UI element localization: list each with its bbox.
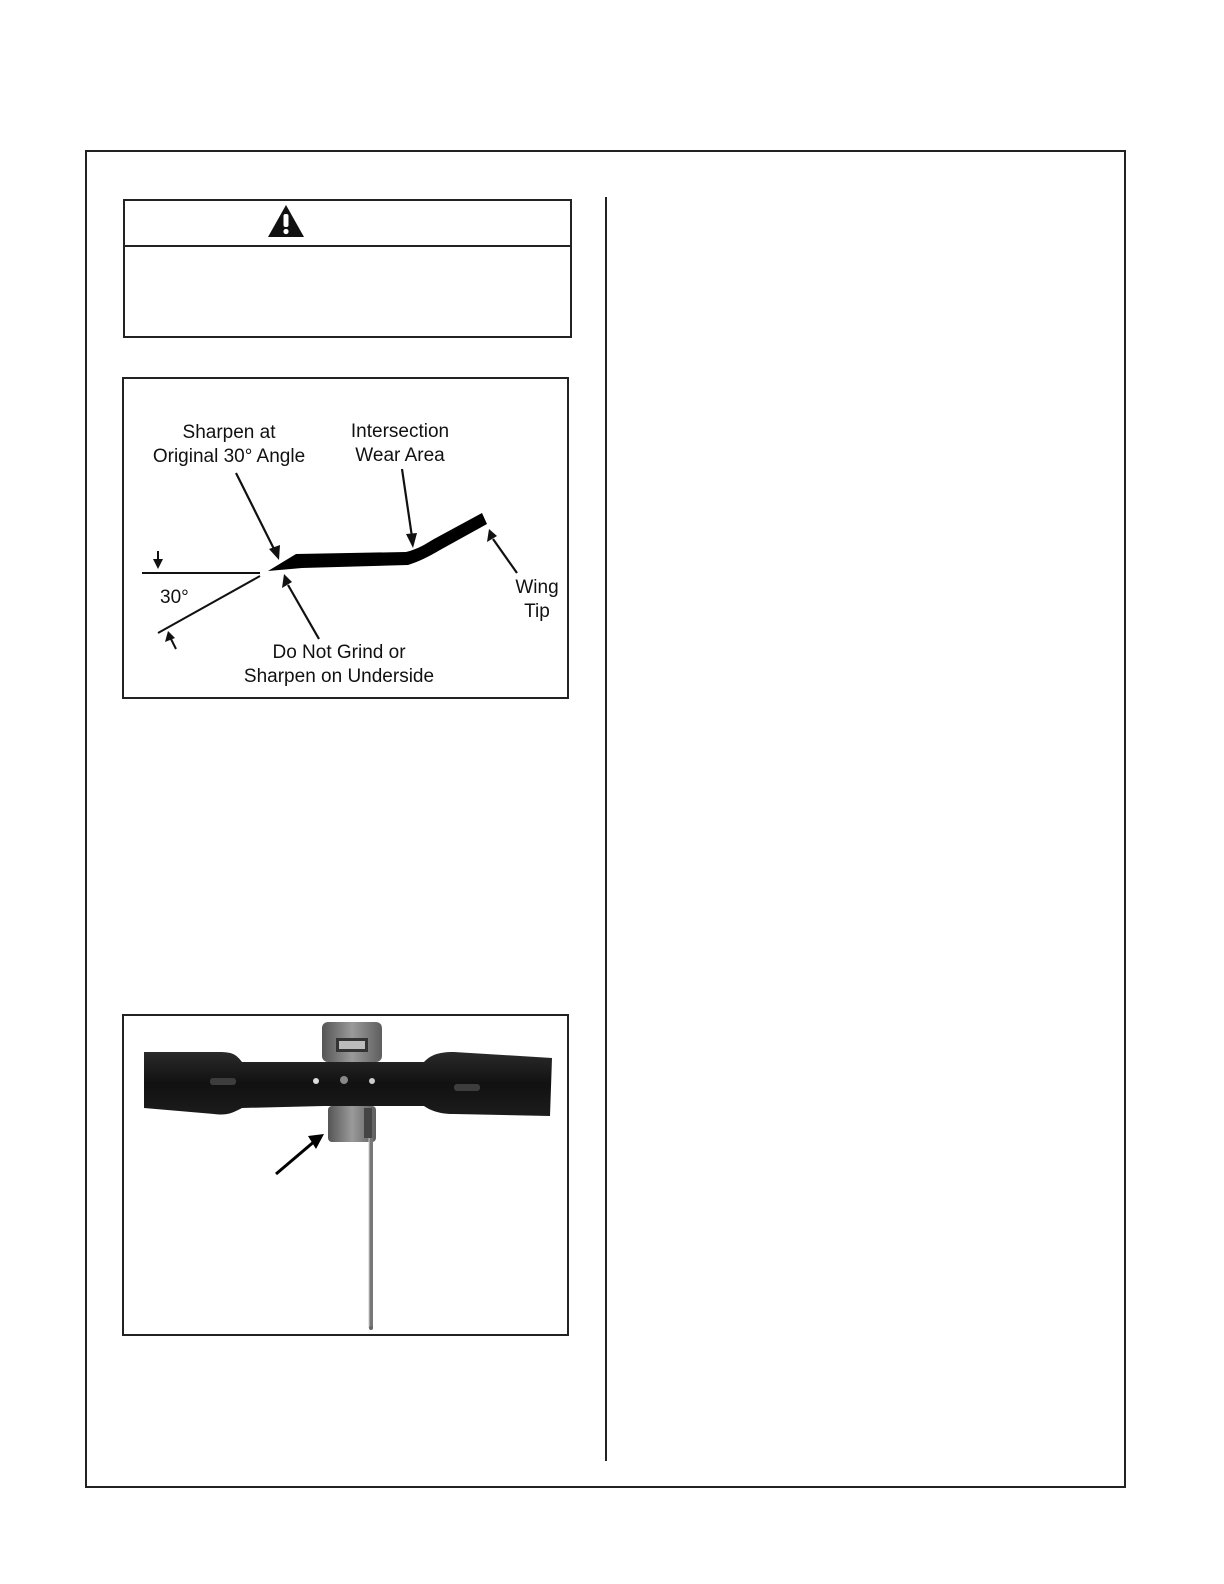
do-not-grind-label: Do Not Grind or Sharpen on Underside — [243, 642, 435, 687]
blade-profile — [268, 513, 487, 571]
wear-arrow — [402, 469, 412, 537]
grind-arrow — [288, 585, 319, 639]
angle-label: 30° — [160, 587, 189, 608]
blade-sharpening-diagram — [122, 377, 569, 699]
wing-tip-label: Wing Tip — [515, 577, 559, 622]
pointer-arrow-icon — [276, 1140, 316, 1174]
wing-tip-arrow — [493, 539, 517, 573]
blade-balance-photo — [122, 1014, 569, 1336]
column-divider — [605, 197, 607, 1461]
warning-header — [125, 201, 570, 247]
sharpen-label: Sharpen at Original 30° Angle — [152, 422, 306, 467]
warning-box — [123, 199, 572, 338]
sharpen-arrow — [236, 473, 275, 551]
blade-on-balancer-illustration — [124, 1016, 569, 1336]
wear-area-label: Intersection Wear Area — [350, 421, 450, 466]
warning-triangle-icon — [267, 204, 305, 238]
